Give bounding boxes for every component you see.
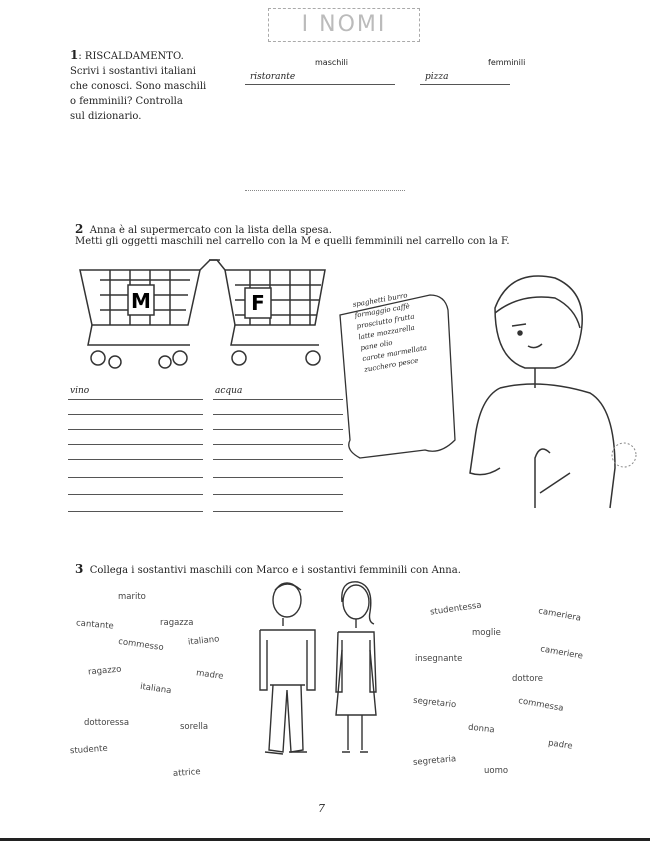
answer-line[interactable] xyxy=(68,429,203,430)
word-left: commesso xyxy=(117,636,165,654)
word-right: dottore xyxy=(512,674,543,684)
word-left: ragazza xyxy=(160,618,194,628)
fem-example: pizza xyxy=(425,72,449,82)
cart-m-label: M xyxy=(131,289,151,313)
anna-small-figure xyxy=(336,582,376,752)
word-left: cantante xyxy=(75,618,115,632)
word-right: donna xyxy=(467,722,496,736)
answer-line[interactable] xyxy=(213,399,343,400)
cart-m-icon xyxy=(80,260,220,368)
ex2-fem-example: acqua xyxy=(215,386,243,396)
exercise-2-line1: 2 Anna è al supermercato con la lista della spesa. xyxy=(75,222,332,236)
exercise-2-line2: Metti gli oggetti maschili nel carrello con la M e quelli femminili nel carrello con la F. xyxy=(75,236,510,247)
word-left: madre xyxy=(195,668,224,682)
word-right: segretario xyxy=(412,695,457,711)
exercise-1-heading: RISCALDAMENTO. xyxy=(84,51,184,62)
word-right: padre xyxy=(547,738,574,752)
word-left: italiana xyxy=(139,681,172,697)
word-left: studente xyxy=(69,743,109,757)
cart-f-icon xyxy=(209,260,325,365)
answer-line[interactable] xyxy=(213,477,343,478)
answer-line[interactable] xyxy=(68,494,203,495)
answer-line[interactable] xyxy=(68,444,203,445)
answer-line[interactable] xyxy=(68,414,203,415)
instr-line: o femminili? Controlla xyxy=(70,96,183,107)
word-right: commessa xyxy=(517,696,565,714)
answer-line[interactable] xyxy=(420,84,510,85)
word-left: ragazzo xyxy=(87,664,122,678)
stamp-icon xyxy=(610,440,638,470)
answer-line[interactable] xyxy=(213,511,343,512)
shopping-list: spaghetti burro formaggio caffè prosciutto frutta latte mozzarella pane olio carote marmellata zucchero pesce xyxy=(352,291,428,374)
instr-line: sul dizionario. xyxy=(70,111,142,122)
word-left: marito xyxy=(118,592,146,602)
answer-line[interactable] xyxy=(68,459,203,460)
anna-figure xyxy=(440,268,640,518)
answer-line[interactable] xyxy=(245,84,395,85)
word-left: dottoressa xyxy=(84,718,130,728)
exercise-1-number: 1 xyxy=(70,48,79,62)
bottom-border xyxy=(0,838,650,841)
shopping-carts-illustration xyxy=(70,250,340,380)
answer-line[interactable] xyxy=(213,414,343,415)
answer-line[interactable] xyxy=(213,444,343,445)
col-masculine: maschili xyxy=(315,58,348,67)
answer-line[interactable] xyxy=(213,459,343,460)
instr-line: che conosci. Sono maschili xyxy=(70,81,207,92)
answer-line[interactable] xyxy=(213,494,343,495)
answer-line[interactable] xyxy=(68,399,203,400)
answer-line[interactable] xyxy=(213,429,343,430)
word-left: sorella xyxy=(180,722,209,732)
word-right: cameriera xyxy=(537,606,582,624)
page-title: I NOMI xyxy=(268,8,420,42)
word-right: moglie xyxy=(472,628,501,638)
cart-f-label: F xyxy=(251,291,265,315)
word-right: studentessa xyxy=(429,600,483,618)
col-feminine: femminili xyxy=(488,58,526,67)
word-right: insegnante xyxy=(415,654,463,664)
word-right: segretaria xyxy=(412,754,457,768)
masc-example: ristorante xyxy=(250,72,296,82)
answer-line[interactable] xyxy=(68,511,203,512)
ex2-masc-example: vino xyxy=(70,386,90,396)
word-right: cameriere xyxy=(539,644,584,662)
answer-line[interactable] xyxy=(68,477,203,478)
word-right: uomo xyxy=(484,766,509,776)
marco-figure xyxy=(260,583,315,754)
exercise-3-instruction: 3 Collega i sostantivi maschili con Marco e i sostantivi femminili con Anna. xyxy=(75,562,461,576)
page-number: 7 xyxy=(318,802,325,815)
exercise-1-instructions: 1: RISCALDAMENTO. Scrivi i sostantivi italiani che conosci. Sono maschili o femminili? Controlla sul dizionario. xyxy=(70,48,240,124)
instr-line: Scrivi i sostantivi italiani xyxy=(70,66,196,77)
answer-line[interactable] xyxy=(245,190,405,191)
marco-anna-illustration xyxy=(245,580,415,770)
word-left: attrice xyxy=(172,767,201,779)
word-left: italiano xyxy=(187,634,220,648)
